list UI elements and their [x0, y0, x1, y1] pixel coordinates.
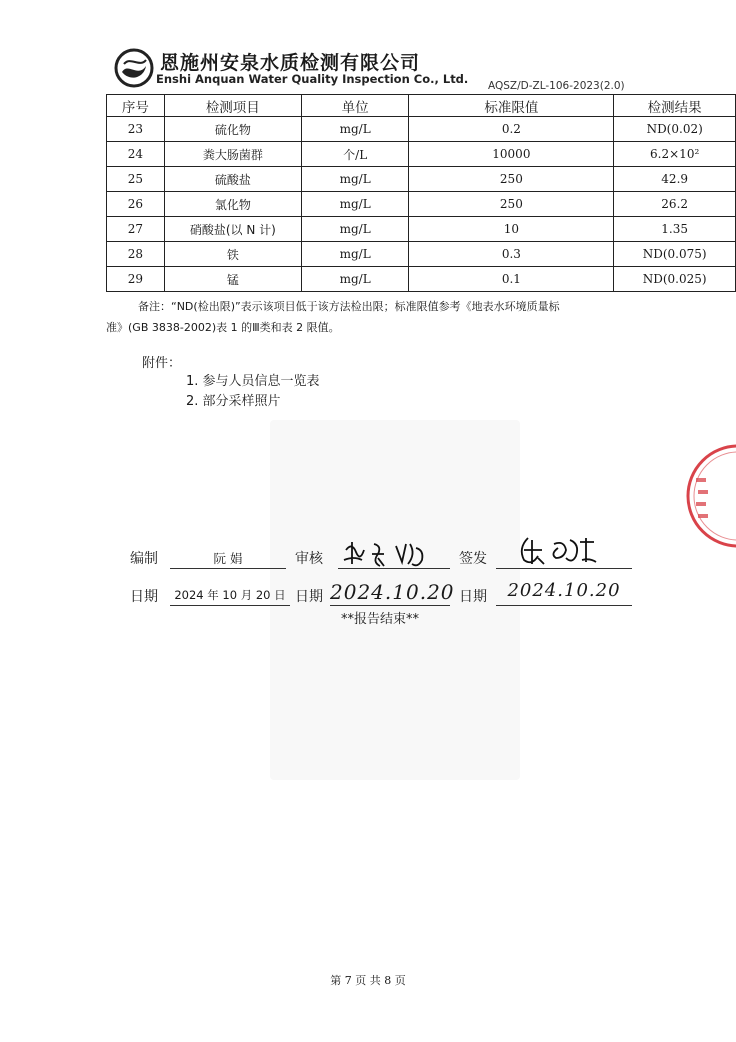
header-limit: 标准限值: [409, 95, 614, 117]
attachments-list: [186, 372, 320, 412]
row-result: 6.2×10²: [614, 142, 736, 167]
company-name-en: Enshi Anquan Water Quality Inspection Co., Ltd.: [156, 72, 469, 86]
row-unit: mg/L: [301, 167, 409, 192]
row-result: 1.35: [614, 217, 736, 242]
row-no: 26: [107, 192, 165, 217]
table-row: [107, 217, 736, 242]
row-limit: 0.1: [409, 267, 614, 292]
row-limit: 0.2: [409, 117, 614, 142]
issue-label: 签发: [459, 551, 487, 567]
row-limit: 250: [409, 192, 614, 217]
issue-line: [496, 568, 632, 569]
page-number: 第 7 页 共 8 页: [330, 974, 406, 987]
row-no: 27: [107, 217, 165, 242]
issuer-signature: [514, 530, 614, 570]
row-unit: 个/L: [301, 142, 409, 167]
header-unit: 单位: [301, 95, 409, 117]
review-date-line: [330, 605, 450, 606]
compile-label: 编制: [130, 551, 158, 567]
remark-line: 备注：“ND(检出限)”表示该项目低于该方法检出限；标准限值参考《地表水环境质量标: [138, 300, 560, 313]
issue-date-handwritten: 2024.10.20: [507, 580, 621, 601]
table-row: [107, 242, 736, 267]
table-row: [107, 117, 736, 142]
row-item: 硫化物: [164, 117, 301, 142]
review-label: 审核: [295, 551, 323, 567]
row-no: 25: [107, 167, 165, 192]
company-name-cn: 恩施州安泉水质检测有限公司: [160, 52, 421, 74]
table-header-row: [107, 95, 736, 117]
remark-note: [106, 296, 646, 338]
row-unit: mg/L: [301, 242, 409, 267]
row-no: 24: [107, 142, 165, 167]
attachments-title: 附件：: [142, 356, 182, 371]
attachment-item: 2. 部分采样照片: [186, 394, 281, 409]
row-unit: mg/L: [301, 217, 409, 242]
row-item: 锰: [164, 267, 301, 292]
header-item: 检测项目: [164, 95, 301, 117]
row-limit: 10000: [409, 142, 614, 167]
reviewer-signature: [338, 536, 450, 570]
water-drop-logo-icon: [114, 48, 154, 88]
row-limit: 0.3: [409, 242, 614, 267]
table-row: [107, 192, 736, 217]
remark-line: 准》(GB 3838-2002)表 1 的Ⅲ类和表 2 限值。: [106, 321, 340, 334]
row-result: 42.9: [614, 167, 736, 192]
row-unit: mg/L: [301, 267, 409, 292]
row-limit: 250: [409, 167, 614, 192]
company-seal-stamp: [676, 440, 736, 552]
row-unit: mg/L: [301, 117, 409, 142]
issue-date-label: 日期: [459, 589, 487, 605]
review-date-handwritten: 2024.10.20: [330, 580, 455, 604]
compile-name: 阮 娟: [213, 551, 243, 566]
row-no: 23: [107, 117, 165, 142]
row-item: 粪大肠菌群: [164, 142, 301, 167]
row-item: 硫酸盐: [164, 167, 301, 192]
issue-date-line: [496, 605, 632, 606]
document-code: AQSZ/D-ZL-106-2023(2.0): [488, 80, 625, 92]
table-row: [107, 267, 736, 292]
compile-date-label: 日期: [130, 589, 158, 605]
row-item: 铁: [164, 242, 301, 267]
row-no: 28: [107, 242, 165, 267]
compile-line: [170, 568, 286, 569]
review-line: [338, 568, 450, 569]
row-result: ND(0.075): [614, 242, 736, 267]
report-end-note: **报告结束**: [340, 612, 419, 627]
header-no: 序号: [107, 95, 165, 117]
row-result: 26.2: [614, 192, 736, 217]
row-result: ND(0.02): [614, 117, 736, 142]
compile-date: 2024 年 10 月 20 日: [174, 588, 286, 602]
row-item: 氯化物: [164, 192, 301, 217]
table-row: [107, 167, 736, 192]
review-date-label: 日期: [295, 589, 323, 605]
row-no: 29: [107, 267, 165, 292]
results-table: [106, 94, 736, 292]
row-item: 硝酸盐(以 N 计): [164, 217, 301, 242]
attachment-item: 1. 参与人员信息一览表: [186, 374, 320, 389]
compile-date-line: [170, 605, 290, 606]
header-result: 检测结果: [614, 95, 736, 117]
table-row: [107, 142, 736, 167]
row-unit: mg/L: [301, 192, 409, 217]
row-limit: 10: [409, 217, 614, 242]
row-result: ND(0.025): [614, 267, 736, 292]
